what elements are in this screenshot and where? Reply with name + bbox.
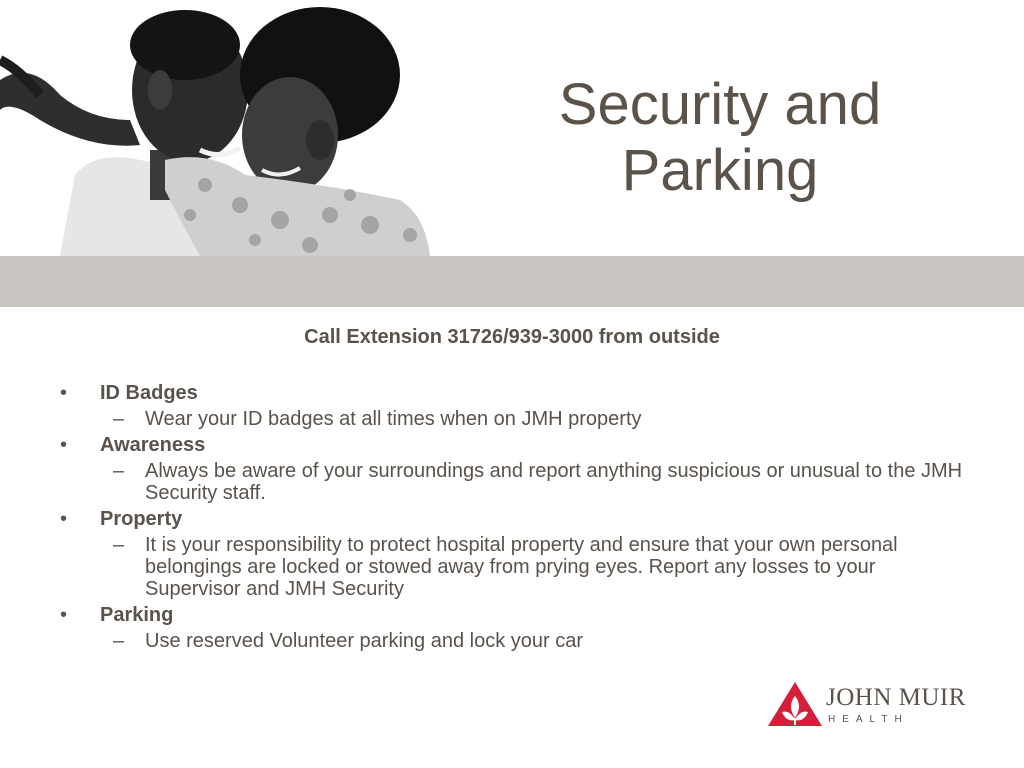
logo-subtext: HEALTH xyxy=(828,714,909,725)
dash-icon: – xyxy=(113,630,125,652)
header-photo xyxy=(0,0,440,256)
bullet-item-id-badges xyxy=(56,380,976,430)
bullet-item-awareness xyxy=(56,432,976,504)
dash-icon: – xyxy=(113,408,125,430)
bullet-heading: Parking xyxy=(100,604,174,626)
bullet-heading: Awareness xyxy=(100,434,206,456)
sub-item-text: Wear your ID badges at all times when on JMH property xyxy=(145,408,642,430)
title-line-2: Parking xyxy=(621,138,819,203)
sub-item xyxy=(100,460,976,504)
contact-subtitle: Call Extension 31726/939-3000 from outside xyxy=(304,326,720,348)
sub-item xyxy=(100,630,976,652)
bullet-heading: Property xyxy=(100,508,183,530)
john-muir-tree-logo-icon xyxy=(766,680,824,728)
bullet-item-parking xyxy=(56,602,976,652)
bullet-item-property xyxy=(56,506,976,600)
sub-item xyxy=(100,534,976,600)
bullet-list xyxy=(56,380,976,654)
bullet-heading: ID Badges xyxy=(100,382,198,404)
john-muir-health-logo xyxy=(766,680,976,730)
title-line-1: Security and xyxy=(558,72,882,137)
sub-list xyxy=(100,630,976,652)
sub-item-text: Use reserved Volunteer parking and lock your car xyxy=(145,630,584,652)
couple-photo xyxy=(0,0,440,256)
slide-title xyxy=(520,72,920,204)
dash-icon: – xyxy=(113,534,125,556)
sub-item-text: It is your responsibility to protect hospital property and ensure that your own personal belongings are locked or stowed away from prying eyes. Report any losses to your Supervisor and JMH Security xyxy=(145,534,898,600)
bullet-icon: • xyxy=(60,434,68,456)
header-divider-band xyxy=(0,256,1024,307)
sub-item xyxy=(100,408,976,430)
sub-item-text: Always be aware of your surroundings and report anything suspicious or unusual to the JMH Security staff. xyxy=(145,460,963,504)
dash-icon: – xyxy=(113,460,125,482)
logo-wordmark: JOHN MUIR xyxy=(826,684,966,711)
bullet-icon: • xyxy=(60,604,68,626)
bullet-icon: • xyxy=(60,508,68,530)
bullet-icon: • xyxy=(60,382,68,404)
sub-list xyxy=(100,460,976,504)
sub-list xyxy=(100,408,976,430)
sub-list xyxy=(100,534,976,600)
